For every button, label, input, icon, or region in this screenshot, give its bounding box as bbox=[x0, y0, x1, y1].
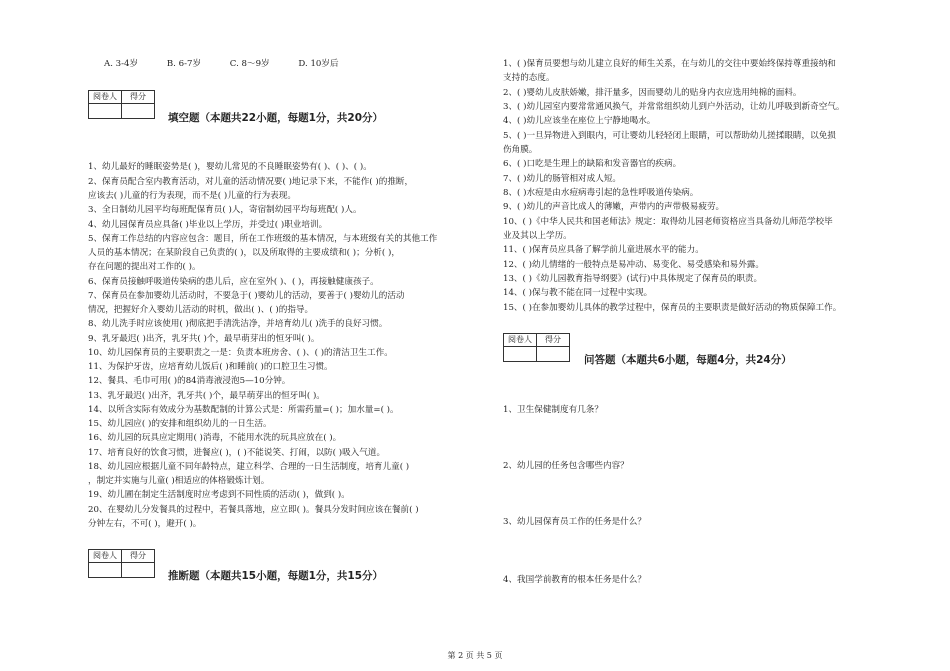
judge-line: 2、( )婴幼儿皮肤娇嫩，排汗量多，因而婴幼儿的贴身内衣应选用纯棉的面料。 bbox=[503, 88, 802, 98]
judge-line: 支持的态度。 bbox=[503, 73, 555, 83]
judge-line: 4、( )幼儿应该坐在座位上宁静地喝水。 bbox=[503, 116, 656, 126]
judge-line: 业及其以上学历。 bbox=[503, 231, 572, 241]
fill-line: 11、为保护牙齿，应培育幼儿饭后( )和睡前( )的口腔卫生习惯。 bbox=[88, 362, 333, 372]
judge-line: 6、( )口吃是生理上的缺陷和发音器官的疾病。 bbox=[503, 159, 682, 169]
judge-line: 7、( )幼儿的肠管相对成人短。 bbox=[503, 174, 622, 184]
fill-line: 15、幼儿园应( )的安排和组织幼儿的一日生活。 bbox=[88, 419, 272, 429]
fill-line: ，制定并实施与儿童( )相适应的体格锻炼计划。 bbox=[88, 476, 270, 486]
score-cell bbox=[537, 347, 570, 362]
reviewer-label: 阅卷人 bbox=[89, 550, 122, 563]
judge-line: 8、( )水痘是由水痘病毒引起的急性呼吸道传染病。 bbox=[503, 188, 699, 198]
qa-question-4: 4、我国学前教育的根本任务是什么？ bbox=[503, 575, 646, 585]
fill-line: 17、培育良好的饮食习惯，进餐应( )，( )不能说笑、打闹，以防( )吸入气道。 bbox=[88, 448, 386, 458]
fill-line: 8、幼儿洗手时应该使用( )彻底把手清洗洁净，并培育幼儿( )洗手的良好习惯。 bbox=[88, 319, 388, 329]
judge-line: 11、( )保育员应具备了解学前儿童进展水平的能力。 bbox=[503, 245, 704, 255]
score-label: 得分 bbox=[122, 550, 155, 563]
qa-section-title: 问答题（本题共6小题，每题4分，共24分） bbox=[584, 354, 792, 366]
reviewer-cell bbox=[89, 563, 122, 578]
fill-line: 4、幼儿园保育员应具备( )毕业以上学历，并受过( )职业培训。 bbox=[88, 220, 328, 230]
qa-question-1: 1、卫生保健制度有几条？ bbox=[503, 405, 603, 415]
judge-line: 13、( )《幼儿园教育指导纲要》(试行)中具体规定了保育员的职责。 bbox=[503, 274, 763, 284]
fill-line: 2、保育员配合室内教育活动，对儿童的活动情况要( )地记录下来，不能作( )的推断， bbox=[88, 177, 414, 187]
score-cell bbox=[122, 104, 155, 119]
judge-line: 伤角膜。 bbox=[503, 145, 538, 155]
fill-line: 6、保育员接触呼吸道传染病的患儿后，应在室外( )、( )，再接触健康孩子。 bbox=[88, 277, 379, 287]
fill-line: 20、在婴幼儿分发餐具的过程中，若餐具落地，应立即( )。餐具分发时间应该在餐前( ) bbox=[88, 505, 419, 515]
fill-line: 应该去( )儿童的行为表现，而不是( )儿童的行为表现。 bbox=[88, 191, 296, 201]
fill-section-title: 填空题（本题共22小题，每题1分，共20分） bbox=[168, 112, 384, 124]
score-label: 得分 bbox=[122, 91, 155, 104]
fill-line: 1、幼儿最好的睡眠姿势是( )，婴幼儿常见的不良睡眠姿势有( )、( )、( )。 bbox=[88, 162, 372, 172]
page-footer: 第 2 页 共 5 页 bbox=[447, 651, 503, 660]
fill-line: 13、乳牙最迟( )出齐，乳牙共( )个，最早萌芽出的恒牙叫( )。 bbox=[88, 391, 325, 401]
judge-line: 14、( )保与教不能在同一过程中实现。 bbox=[503, 288, 653, 298]
option-c: C. 8～9岁 bbox=[229, 59, 270, 69]
score-box-fill bbox=[88, 90, 155, 119]
judge-line: 12、( )幼儿情绪的一般特点是易冲动、易变化、易受感染和易外露。 bbox=[503, 260, 764, 270]
judge-line: 3、( )幼儿园室内要常常通风换气，并常常组织幼儿到户外活动，让幼儿呼吸到新奇空气。 bbox=[503, 102, 845, 112]
score-box-qa bbox=[503, 333, 570, 362]
judge-line: 10、( )《中华人民共和国老师法》规定：取得幼儿园老师资格应当具备幼儿师范学校毕 bbox=[503, 217, 833, 227]
judge-line: 5、( )一旦异物进入到眼内，可让婴幼儿轻轻闭上眼睛，可以帮助幼儿搓揉眼睛，以免损 bbox=[503, 131, 836, 141]
judge-line: 15、( )在参加婴幼儿具体的教学过程中，保育员的主要职责是做好活动的物质保障工作。 bbox=[503, 303, 842, 313]
fill-line: 12、餐具、毛巾可用( )的84消毒液浸泡5—10分钟。 bbox=[88, 376, 291, 386]
fill-line: 18、幼儿园应根据儿童不同年龄特点，建立科学、合理的一日生活制度，培育儿童( ) bbox=[88, 462, 410, 472]
fill-line: 5、保育工作总结的内容应包含：题目，所在工作班级的基本情况，与本班级有关的其他工作 bbox=[88, 234, 438, 244]
fill-line: 16、幼儿园的玩具应定期用( )消毒，不能用水洗的玩具应放在( )。 bbox=[88, 433, 342, 443]
reviewer-cell bbox=[504, 347, 537, 362]
reviewer-label: 阅卷人 bbox=[89, 91, 122, 104]
qa-question-2: 2、幼儿园的任务包含哪些内容？ bbox=[503, 461, 629, 471]
answer-options-line bbox=[104, 58, 496, 71]
fill-line: 14、以所含实际有效成分为基数配制的计算公式是：所需药量=( )；加水量=( )。 bbox=[88, 405, 399, 415]
judge-line: 9、( )幼儿的声音比成人的薄嫩，声带内的声带极易疲劳。 bbox=[503, 202, 725, 212]
fill-line: 3、全日制幼儿园平均每班配保育员( )人，寄宿制幼园平均每班配( )人。 bbox=[88, 205, 362, 215]
fill-line: 分钟左右，不可( )，避开( )。 bbox=[88, 519, 202, 529]
judge-section-title: 推断题（本题共15小题，每题1分，共15分） bbox=[168, 570, 384, 582]
score-cell bbox=[122, 563, 155, 578]
judge-line: 1、( )保育员要想与幼儿建立良好的师生关系，在与幼儿的交往中要始终保持尊重接纳和 bbox=[503, 59, 836, 69]
fill-line: 10、幼儿园保育员的主要职责之一是：负责本班房舍、( )、( )的清洁卫生工作。 bbox=[88, 348, 393, 358]
score-box-judge bbox=[88, 549, 155, 578]
option-b: B. 6-7岁 bbox=[166, 59, 202, 69]
reviewer-label: 阅卷人 bbox=[504, 334, 537, 347]
fill-line: 人员的基本情况；在某阶段自己负责的( )，以及所取得的主要成绩和( )；分析( )， bbox=[88, 248, 400, 258]
score-label: 得分 bbox=[537, 334, 570, 347]
fill-line: 情况，把握好介入婴幼儿活动的时机，做出( )、( )的指导。 bbox=[88, 305, 314, 315]
fill-line: 19、幼儿圃在制定生活制度时应考虑到不同性质的活动( )，做到( )。 bbox=[88, 490, 350, 500]
fill-line: 7、保育员在参加婴幼儿活动时，不要急于( )婴幼儿的活动，要善于( )婴幼儿的活动 bbox=[88, 291, 405, 301]
fill-line: 存在问题的提出对工作的( )。 bbox=[88, 262, 201, 272]
option-d: D. 10岁后 bbox=[298, 59, 339, 69]
qa-question-3: 3、幼儿园保育员工作的任务是什么？ bbox=[503, 517, 646, 527]
fill-line: 9、乳牙最迟( )出齐，乳牙共( )个，最早萌芽出的恒牙叫( )。 bbox=[88, 334, 320, 344]
reviewer-cell bbox=[89, 104, 122, 119]
option-a: A. 3-4岁 bbox=[104, 59, 139, 69]
